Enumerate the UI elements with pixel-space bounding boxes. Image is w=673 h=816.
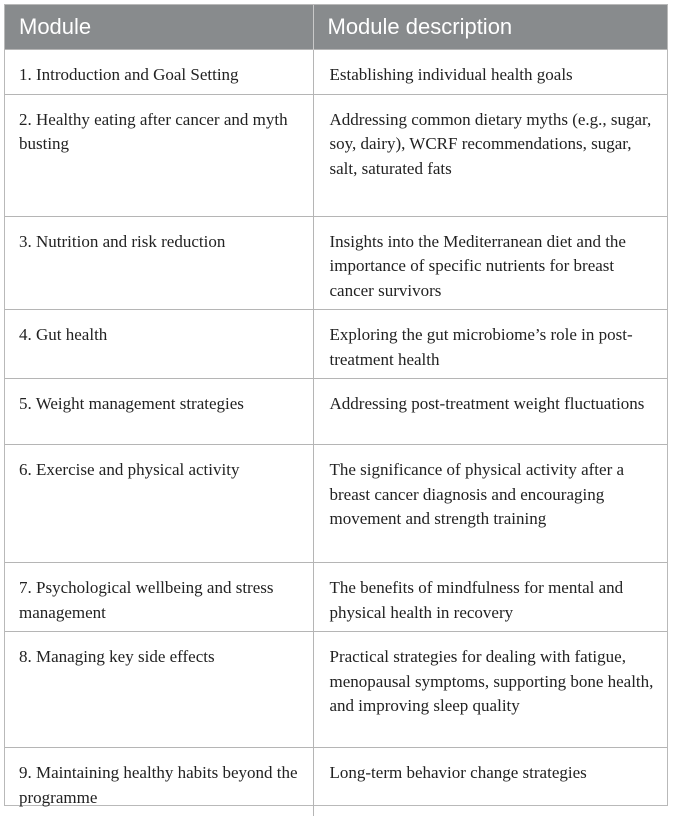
module-cell: 4. Gut health [5, 310, 313, 379]
table-row [5, 216, 667, 310]
description-cell: The benefits of mindfulness for mental and physical health in recovery [313, 563, 667, 632]
module-cell: 1. Introduction and Goal Setting [5, 50, 313, 95]
description-cell: Addressing post-treatment weight fluctuations [313, 379, 667, 445]
module-cell: 7. Psychological wellbeing and stress management [5, 563, 313, 632]
description-cell: Exploring the gut microbiome’s role in post-treatment health [313, 310, 667, 379]
module-cell: 5. Weight management strategies [5, 379, 313, 445]
description-cell: Long-term behavior change strategies [313, 748, 667, 816]
description-cell: Establishing individual health goals [313, 50, 667, 95]
table-header-row [5, 5, 667, 50]
modules-table-container [4, 4, 668, 806]
description-cell: Insights into the Mediterranean diet and the importance of specific nutrients for breast cancer survivors [313, 216, 667, 310]
table-row [5, 94, 667, 216]
header-module-description: Module description [313, 5, 667, 50]
modules-table [5, 5, 667, 816]
description-cell: Practical strategies for dealing with fatigue, menopausal symptoms, supporting bone health, and improving sleep quality [313, 632, 667, 748]
module-cell: 2. Healthy eating after cancer and myth busting [5, 94, 313, 216]
table-row [5, 445, 667, 563]
description-cell: Addressing common dietary myths (e.g., sugar, soy, dairy), WCRF recommendations, sugar, salt, saturated fats [313, 94, 667, 216]
table-row [5, 50, 667, 95]
table-row [5, 379, 667, 445]
header-module: Module [5, 5, 313, 50]
module-cell: 8. Managing key side effects [5, 632, 313, 748]
module-cell: 6. Exercise and physical activity [5, 445, 313, 563]
module-cell: 3. Nutrition and risk reduction [5, 216, 313, 310]
table-row [5, 748, 667, 816]
table-row [5, 310, 667, 379]
table-row [5, 632, 667, 748]
module-cell: 9. Maintaining healthy habits beyond the programme [5, 748, 313, 816]
table-row [5, 563, 667, 632]
description-cell: The significance of physical activity after a breast cancer diagnosis and encouraging movement and strength training [313, 445, 667, 563]
